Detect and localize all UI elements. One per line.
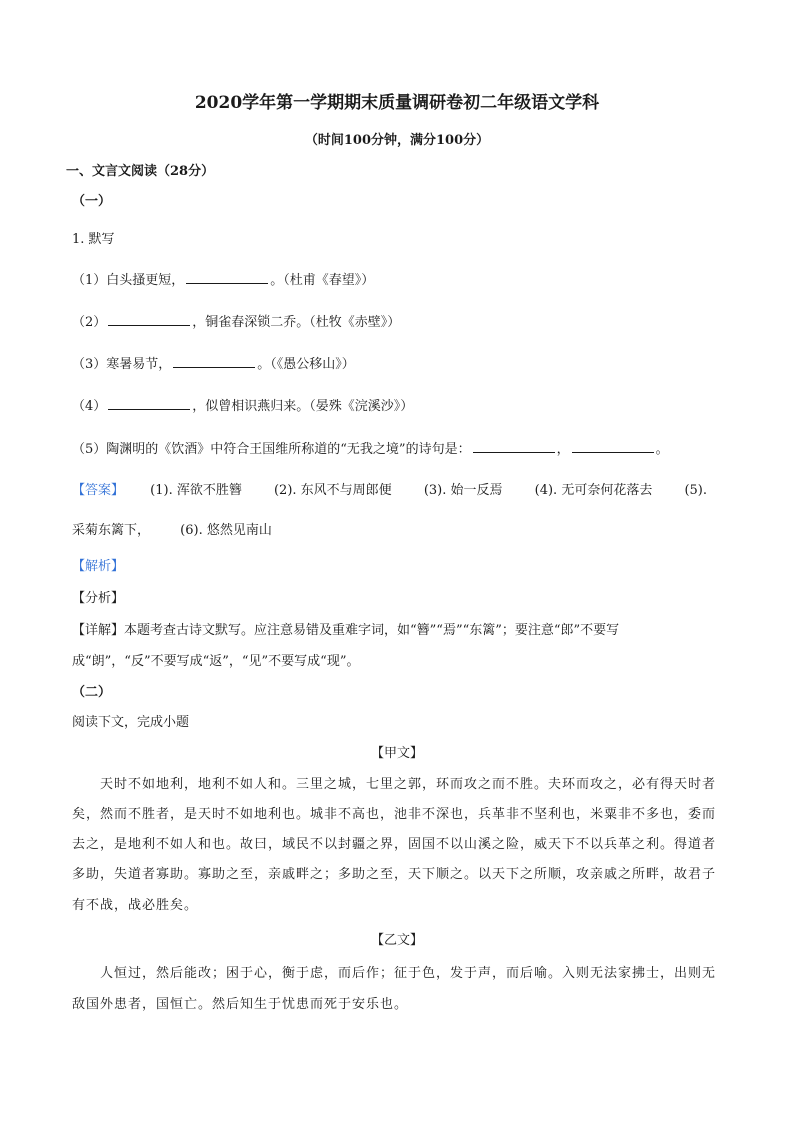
answer-blank bbox=[572, 440, 654, 453]
fenxi-tag: 【分析】 bbox=[72, 591, 125, 606]
fill-item-5 bbox=[72, 440, 669, 459]
answer-blank bbox=[108, 313, 190, 326]
fill-item-text: ，铜雀春深锁二乔。（杜牧《赤壁》） bbox=[192, 315, 401, 330]
jia-heading: 【甲文】 bbox=[370, 746, 423, 761]
answer-blank bbox=[108, 397, 190, 410]
answer-item: (5). bbox=[684, 483, 708, 498]
question-label: 1. 默写 bbox=[72, 232, 115, 247]
yi-text-line: 人恒过，然后能改；困于心，衡于虑，而后作；征于色，发于声，而后喻。入则无法家拂士，出则无 bbox=[100, 966, 717, 981]
page-subtitle: （时间100分钟，满分100分） bbox=[304, 133, 490, 148]
fill-item-2 bbox=[72, 313, 400, 332]
fill-item-text: （4） bbox=[72, 399, 107, 414]
answer-tag: 【答案】 bbox=[72, 483, 125, 498]
fill-item-3 bbox=[72, 355, 355, 374]
answer-blank bbox=[173, 355, 255, 368]
fill-item-text: 。（杜甫《春望》） bbox=[270, 273, 375, 288]
answer-item: (4). 无可奈何花落去 bbox=[534, 483, 653, 498]
detail-line: 【详解】本题考查古诗文默写。应注意易错及重难字词，如“簪”“焉”“东篱”；要注意“郎”不要写 bbox=[72, 623, 620, 638]
fill-item-text: ， bbox=[556, 442, 570, 457]
answer-item: (3). 始一反焉 bbox=[423, 483, 503, 498]
answer-item: (6). 悠然见南山 bbox=[180, 523, 272, 538]
answer-item: (2). 东风不与周郎便 bbox=[273, 483, 392, 498]
yi-text-line: 敌国外患者，国恒亡。然后知生于忧患而死于安乐也。 bbox=[72, 997, 409, 1012]
jia-text-line: 去之，是地利不如人和也。故曰，域民不以封疆之界，固国不以山溪之险，威天下不以兵革之利。得道者 bbox=[72, 837, 717, 852]
jia-text-line: 矣，然而不胜者，是天时不如地利也。城非不高也，池非不深也，兵革非不坚利也，米粟非不多也，委而 bbox=[72, 807, 717, 822]
analysis-tag: 【解析】 bbox=[72, 559, 125, 574]
answer-line bbox=[72, 482, 732, 500]
section-heading: 一、文言文阅读（28分） bbox=[66, 164, 215, 179]
fill-item-text: （5）陶渊明的《饮酒》中符合王国维所称道的“无我之境”的诗句是： bbox=[72, 442, 471, 457]
answer-line-2 bbox=[72, 522, 272, 540]
part-label-2: （二） bbox=[72, 685, 112, 700]
fill-item-text: （3）寒暑易节， bbox=[72, 357, 172, 372]
answer-blank bbox=[473, 440, 555, 453]
answer-blank bbox=[186, 271, 268, 284]
fill-item-1 bbox=[72, 271, 374, 290]
jia-text-line: 天时不如地利，地利不如人和。三里之城，七里之郭，环而攻之而不胜。夫环而攻之，必有得天时者 bbox=[100, 777, 717, 792]
read-instruction: 阅读下文，完成小题 bbox=[72, 715, 190, 730]
fill-item-text: 。 bbox=[655, 442, 669, 457]
jia-text-line: 多助，失道者寡助。寡助之至，亲戚畔之；多助之至，天下顺之。以天下之所顺，攻亲戚之所畔，故君子 bbox=[72, 867, 717, 882]
fill-item-text: 。（《愚公移山》） bbox=[257, 357, 355, 372]
fill-item-text: （2） bbox=[72, 315, 107, 330]
fill-item-4 bbox=[72, 397, 413, 416]
answer-item: (1). 浑欲不胜簪 bbox=[150, 483, 242, 498]
fill-item-text: （1）白头搔更短， bbox=[72, 273, 185, 288]
answer-item: 采菊东篱下， bbox=[72, 523, 151, 538]
part-label-1: （一） bbox=[72, 194, 112, 209]
page-title: 2020学年第一学期期末质量调研卷初二年级语文学科 bbox=[194, 93, 600, 113]
fill-item-text: ，似曾相识燕归来。（晏殊《浣溪沙》） bbox=[192, 399, 414, 414]
yi-heading: 【乙文】 bbox=[370, 933, 423, 948]
jia-text-line: 有不战，战必胜矣。 bbox=[72, 898, 199, 913]
detail-line: 成“朗”，“反”不要写成“返”，“见”不要写成“现”。 bbox=[72, 654, 360, 669]
